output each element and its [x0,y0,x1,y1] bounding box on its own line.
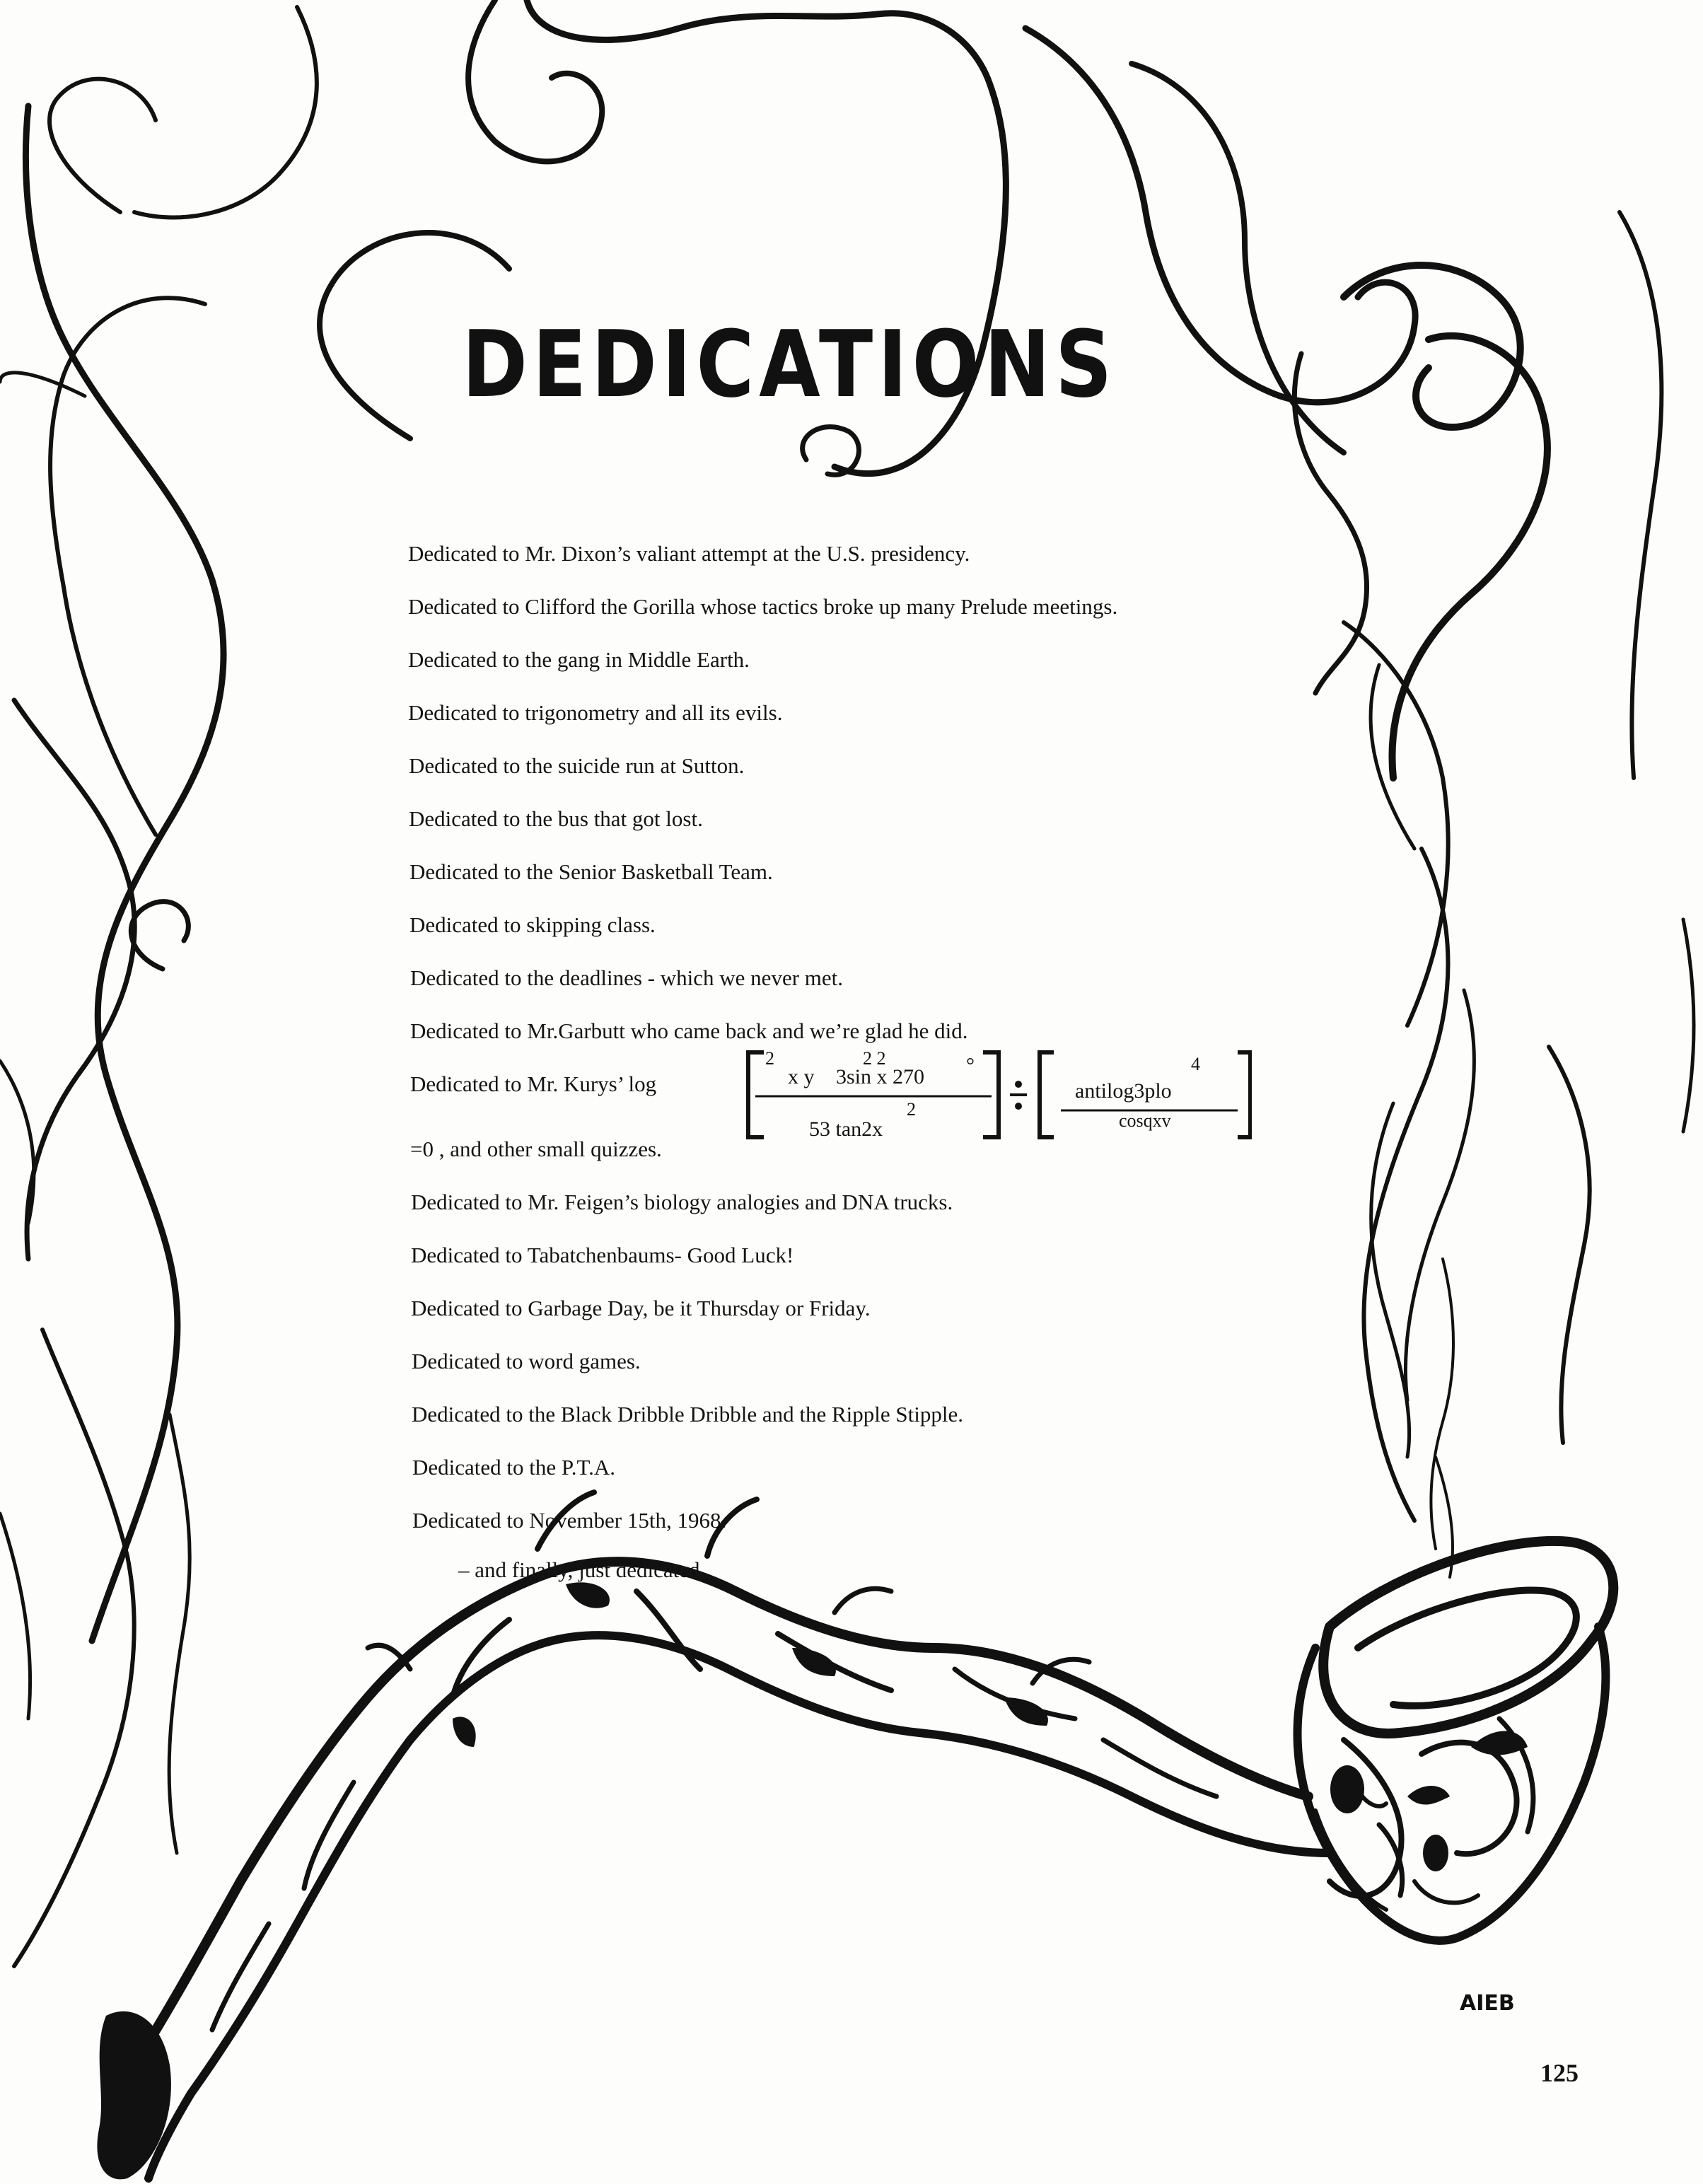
log-formula [743,1045,1252,1151]
formula-exponent: 2 [907,1099,916,1120]
dedication-line: Dedicated to Garbage Day, be it Thursday or Friday. [411,1296,871,1320]
formula-exponent: 2 2 [863,1048,886,1069]
dedication-line: Dedicated to the bus that got lost. [409,806,703,831]
formula-exponent: 4 [1191,1054,1200,1074]
dedication-line: Dedicated to skipping class. [409,912,656,937]
dedication-line: =0 , and other small quizzes. [410,1137,662,1161]
page-number: 125 [1540,2059,1579,2087]
dedication-line: Dedicated to trigonometry and all its evils. [408,700,783,725]
formula-numerator-2: 3sin x 270 [836,1065,925,1088]
dedication-line: Dedicated to Mr. Kurys’ log [410,1071,657,1096]
formula-degree: ° [966,1054,975,1077]
dedication-line: Dedicated to Mr. Dixon’s valiant attempt at the U.S. presidency. [408,541,970,566]
dedication-line: Dedicated to the P.T.A. [412,1455,615,1480]
artist-signature [1457,1987,1535,2016]
formula-denominator-1: 53 tan2x [809,1117,883,1141]
dedication-line: Dedicated to the suicide run at Sutton. [409,753,745,778]
page-title: DEDICATIONS [462,310,1117,418]
dedication-line: Dedicated to the Black Dribble Dribble and the Ripple Stipple. [412,1402,963,1427]
dedication-line: Dedicated to Mr.Garbutt who came back and we’re glad he did. [410,1018,968,1043]
dedication-line: Dedicated to the Senior Basketball Team. [409,859,773,884]
dedication-line: Dedicated to the deadlines - which we never met. [410,965,844,990]
closing-line: – and finally, just dedicated. [458,1557,706,1582]
formula-exponent: 2 [765,1048,774,1069]
formula-denominator-2: cosqxv [1119,1110,1171,1131]
dedication-line: Dedicated to November 15th, 1968. [412,1508,727,1533]
dedication-line: Dedicated to Clifford the Gorilla whose tactics broke up many Prelude meetings. [408,594,1118,619]
dedication-line: Dedicated to Mr. Feigen’s biology analogies and DNA trucks. [411,1190,953,1214]
formula-numerator-1: x y [788,1065,815,1088]
dedication-line: Dedicated to the gang in Middle Earth. [408,647,750,672]
dedication-line: Dedicated to Tabatchenbaums- Good Luck! [411,1243,794,1267]
formula-numerator-3: antilog3plo [1075,1079,1172,1103]
dedication-line: Dedicated to word games. [412,1349,641,1373]
signature-text: AIEB [1460,1991,1515,2016]
